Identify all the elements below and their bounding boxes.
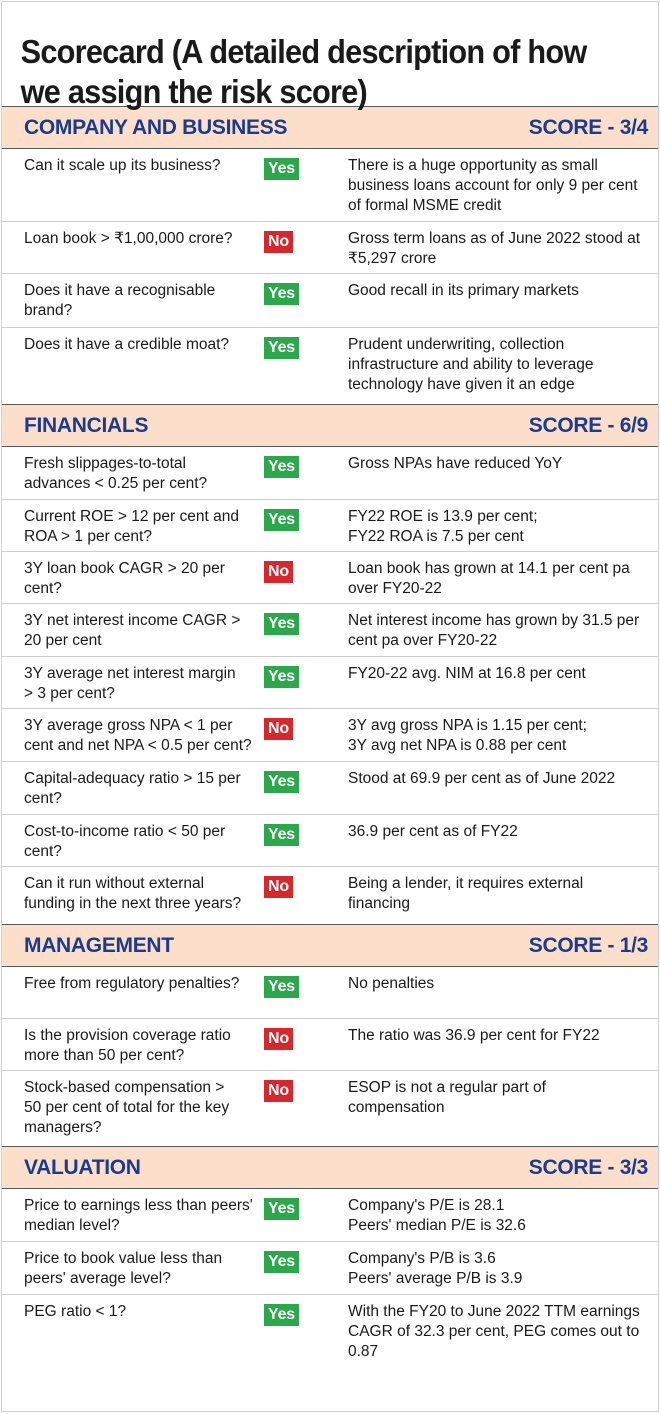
criteria-question: [2, 1302, 264, 1369]
criteria-row: [2, 447, 658, 500]
verdict-cell: [264, 335, 324, 404]
question-line: brand?: [24, 302, 73, 319]
question-line: Fresh slippages-to-total: [24, 455, 186, 472]
criteria-question: [2, 1026, 264, 1070]
explanation-line: CAGR of 32.3 per cent, PEG comes out to: [348, 1323, 640, 1340]
explanation-line: FY22 ROE is 13.9 per cent;: [348, 508, 538, 525]
criteria-question: [2, 1196, 264, 1241]
explanation-line: 36.9 per cent as of FY22: [348, 823, 518, 840]
no-badge: No: [264, 718, 293, 740]
question-line: Price to book value less than: [24, 1250, 223, 1267]
verdict-cell: [264, 507, 324, 551]
criteria-explanation: [324, 156, 658, 221]
question-line: funding in the next three years?: [24, 895, 242, 912]
yes-badge: Yes: [264, 509, 299, 531]
question-line: cent?: [24, 843, 62, 860]
question-line: Price to earnings less than peers': [24, 1197, 253, 1214]
question-line: Cost-to-income ratio < 50 per: [24, 823, 226, 840]
explanation-line: Stood at 69.9 per cent as of June 2022: [348, 770, 616, 787]
verdict-cell: [264, 156, 324, 221]
explanation-line: business loans account for only 9 per cent: [348, 177, 638, 194]
verdict-cell: [264, 1249, 324, 1294]
question-line: more than 50 per cent?: [24, 1047, 185, 1064]
explanation-line: Loan book has grown at 14.1 per cent pa: [348, 560, 630, 577]
yes-badge: Yes: [264, 1198, 299, 1220]
question-line: Free from regulatory penalties?: [24, 975, 240, 992]
explanation-line: financing: [348, 895, 411, 912]
yes-badge: Yes: [264, 976, 299, 998]
explanation-line: 3Y avg net NPA is 0.88 per cent: [348, 737, 567, 754]
question-line: Is the provision coverage ratio: [24, 1027, 231, 1044]
section-title: VALUATION: [24, 1155, 141, 1179]
criteria-explanation: [324, 1026, 658, 1070]
question-line: 3Y net interest income CAGR >: [24, 612, 241, 629]
criteria-row: [2, 815, 658, 867]
section-score: SCORE - 1/3: [528, 933, 648, 957]
explanation-line: Peers' average P/B is 3.9: [348, 1270, 523, 1287]
criteria-question: [2, 507, 264, 551]
criteria-question: [2, 559, 264, 603]
explanation-line: The ratio was 36.9 per cent for FY22: [348, 1027, 600, 1044]
criteria-row: [2, 1071, 658, 1146]
criteria-explanation: [324, 716, 658, 761]
yes-badge: Yes: [264, 666, 299, 688]
criteria-row: [2, 1295, 658, 1369]
section-valuation: [2, 1146, 658, 1369]
criteria-row: [2, 967, 658, 1019]
criteria-explanation: [324, 507, 658, 551]
criteria-explanation: [324, 664, 658, 708]
section-title: FINANCIALS: [24, 413, 149, 437]
explanation-line: ₹5,297 crore: [348, 250, 437, 267]
criteria-row: [2, 709, 658, 762]
scorecard-sections: [2, 106, 658, 1369]
question-line: 3Y loan book CAGR > 20 per: [24, 560, 225, 577]
criteria-question: [2, 874, 264, 924]
criteria-explanation: [324, 822, 658, 866]
criteria-question: [2, 611, 264, 656]
explanation-line: No penalties: [348, 975, 435, 992]
yes-badge: Yes: [264, 771, 299, 793]
verdict-cell: [264, 769, 324, 814]
criteria-question: [2, 281, 264, 327]
criteria-row: [2, 222, 658, 274]
question-line: 50 per cent of total for the key: [24, 1099, 230, 1116]
verdict-cell: [264, 281, 324, 327]
explanation-line: Peers' median P/E is 32.6: [348, 1217, 526, 1234]
verdict-cell: [264, 229, 324, 273]
question-line: Does it have a recognisable: [24, 282, 216, 299]
section-header: [2, 924, 658, 967]
verdict-cell: [264, 974, 324, 1018]
no-badge: No: [264, 1028, 293, 1050]
explanation-line: With the FY20 to June 2022 TTM earnings: [348, 1303, 640, 1320]
no-badge: No: [264, 561, 293, 583]
explanation-line: Company's P/E is 28.1: [348, 1197, 505, 1214]
criteria-explanation: [324, 559, 658, 603]
question-line: cent?: [24, 580, 62, 597]
no-badge: No: [264, 1080, 293, 1102]
section-company-and-business: [2, 106, 658, 404]
criteria-explanation: [324, 454, 658, 499]
explanation-line: Net interest income has grown by 31.5 per: [348, 612, 640, 629]
explanation-line: FY22 ROA is 7.5 per cent: [348, 528, 524, 545]
explanation-line: Being a lender, it requires external: [348, 875, 584, 892]
explanation-line: ESOP is not a regular part of: [348, 1079, 546, 1096]
criteria-question: [2, 1249, 264, 1294]
explanation-line: FY20-22 avg. NIM at 16.8 per cent: [348, 665, 586, 682]
page-title: [2, 2, 644, 110]
section-score: SCORE - 3/4: [528, 115, 648, 139]
section-title: COMPANY AND BUSINESS: [24, 115, 288, 139]
criteria-row: [2, 552, 658, 604]
yes-badge: Yes: [264, 337, 299, 359]
question-line: PEG ratio < 1?: [24, 1303, 127, 1320]
verdict-cell: [264, 454, 324, 499]
criteria-question: [2, 229, 264, 273]
criteria-question: [2, 974, 264, 1018]
question-line: managers?: [24, 1119, 102, 1136]
verdict-cell: [264, 611, 324, 656]
verdict-cell: [264, 874, 324, 924]
explanation-line: infrastructure and ability to leverage: [348, 356, 594, 373]
yes-badge: Yes: [264, 1251, 299, 1273]
no-badge: No: [264, 231, 293, 253]
section-management: [2, 924, 658, 1146]
verdict-cell: [264, 1196, 324, 1241]
question-line: advances < 0.25 per cent?: [24, 475, 208, 492]
criteria-row: [2, 1019, 658, 1071]
criteria-question: [2, 156, 264, 221]
title-line: Scorecard (A detailed description of how: [20, 33, 587, 70]
criteria-row: [2, 762, 658, 815]
explanation-line: technology have given it an edge: [348, 376, 575, 393]
verdict-cell: [264, 822, 324, 866]
criteria-question: [2, 1078, 264, 1146]
criteria-explanation: [324, 335, 658, 404]
explanation-line: There is a huge opportunity as small: [348, 157, 598, 174]
question-line: cent?: [24, 790, 62, 807]
criteria-row: [2, 604, 658, 657]
explanation-line: Gross NPAs have reduced YoY: [348, 455, 563, 472]
criteria-row: [2, 867, 658, 924]
question-line: 3Y average net interest margin: [24, 665, 236, 682]
criteria-question: [2, 822, 264, 866]
yes-badge: Yes: [264, 613, 299, 635]
criteria-explanation: [324, 611, 658, 656]
explanation-line: 0.87: [348, 1343, 379, 1360]
criteria-row: [2, 1242, 658, 1295]
verdict-cell: [264, 1026, 324, 1070]
yes-badge: Yes: [264, 824, 299, 846]
criteria-explanation: [324, 281, 658, 327]
question-line: cent and net NPA < 0.5 per cent?: [24, 737, 252, 754]
verdict-cell: [264, 559, 324, 603]
question-line: Capital-adequacy ratio > 15 per: [24, 770, 241, 787]
explanation-line: over FY20-22: [348, 580, 442, 597]
explanation-line: cent pa over FY20-22: [348, 632, 498, 649]
criteria-explanation: [324, 229, 658, 273]
criteria-question: [2, 335, 264, 404]
explanation-line: of formal MSME credit: [348, 197, 502, 214]
yes-badge: Yes: [264, 158, 299, 180]
explanation-line: compensation: [348, 1099, 445, 1116]
question-line: Stock-based compensation >: [24, 1079, 225, 1096]
question-line: 3Y average gross NPA < 1 per: [24, 717, 233, 734]
verdict-cell: [264, 1302, 324, 1369]
criteria-explanation: [324, 1078, 658, 1146]
section-header: [2, 404, 658, 447]
verdict-cell: [264, 664, 324, 708]
question-line: Does it have a credible moat?: [24, 336, 230, 353]
question-line: median level?: [24, 1217, 120, 1234]
explanation-line: Good recall in its primary markets: [348, 282, 579, 299]
question-line: Can it scale up its business?: [24, 157, 221, 174]
criteria-row: [2, 500, 658, 552]
explanation-line: Gross term loans as of June 2022 stood at: [348, 230, 641, 247]
criteria-explanation: [324, 874, 658, 924]
verdict-cell: [264, 1078, 324, 1146]
section-score: SCORE - 6/9: [528, 413, 648, 437]
yes-badge: Yes: [264, 283, 299, 305]
question-line: ROA > 1 per cent?: [24, 528, 152, 545]
question-line: Loan book > ₹1,00,000 crore?: [24, 230, 233, 247]
no-badge: No: [264, 876, 293, 898]
title-line: we assign the risk score): [20, 73, 368, 110]
yes-badge: Yes: [264, 1304, 299, 1326]
question-line: Current ROE > 12 per cent and: [24, 508, 239, 525]
criteria-row: [2, 274, 658, 328]
section-score: SCORE - 3/3: [528, 1155, 648, 1179]
criteria-row: [2, 149, 658, 222]
criteria-explanation: [324, 1302, 658, 1369]
criteria-explanation: [324, 1196, 658, 1241]
yes-badge: Yes: [264, 456, 299, 478]
criteria-question: [2, 716, 264, 761]
scorecard-page: [1, 1, 659, 1412]
section-header: [2, 1146, 658, 1189]
question-line: Can it run without external: [24, 875, 205, 892]
question-line: 20 per cent: [24, 632, 102, 649]
criteria-row: [2, 1189, 658, 1242]
question-line: > 3 per cent?: [24, 685, 115, 702]
criteria-row: [2, 328, 658, 404]
section-title: MANAGEMENT: [24, 933, 174, 957]
criteria-explanation: [324, 769, 658, 814]
explanation-line: Company's P/B is 3.6: [348, 1250, 496, 1267]
verdict-cell: [264, 716, 324, 761]
explanation-line: Prudent underwriting, collection: [348, 336, 565, 353]
criteria-question: [2, 454, 264, 499]
criteria-question: [2, 769, 264, 814]
section-financials: [2, 404, 658, 924]
explanation-line: 3Y avg gross NPA is 1.15 per cent;: [348, 717, 587, 734]
criteria-question: [2, 664, 264, 708]
criteria-explanation: [324, 974, 658, 1018]
criteria-row: [2, 657, 658, 709]
criteria-explanation: [324, 1249, 658, 1294]
question-line: peers' average level?: [24, 1270, 171, 1287]
section-header: [2, 106, 658, 149]
